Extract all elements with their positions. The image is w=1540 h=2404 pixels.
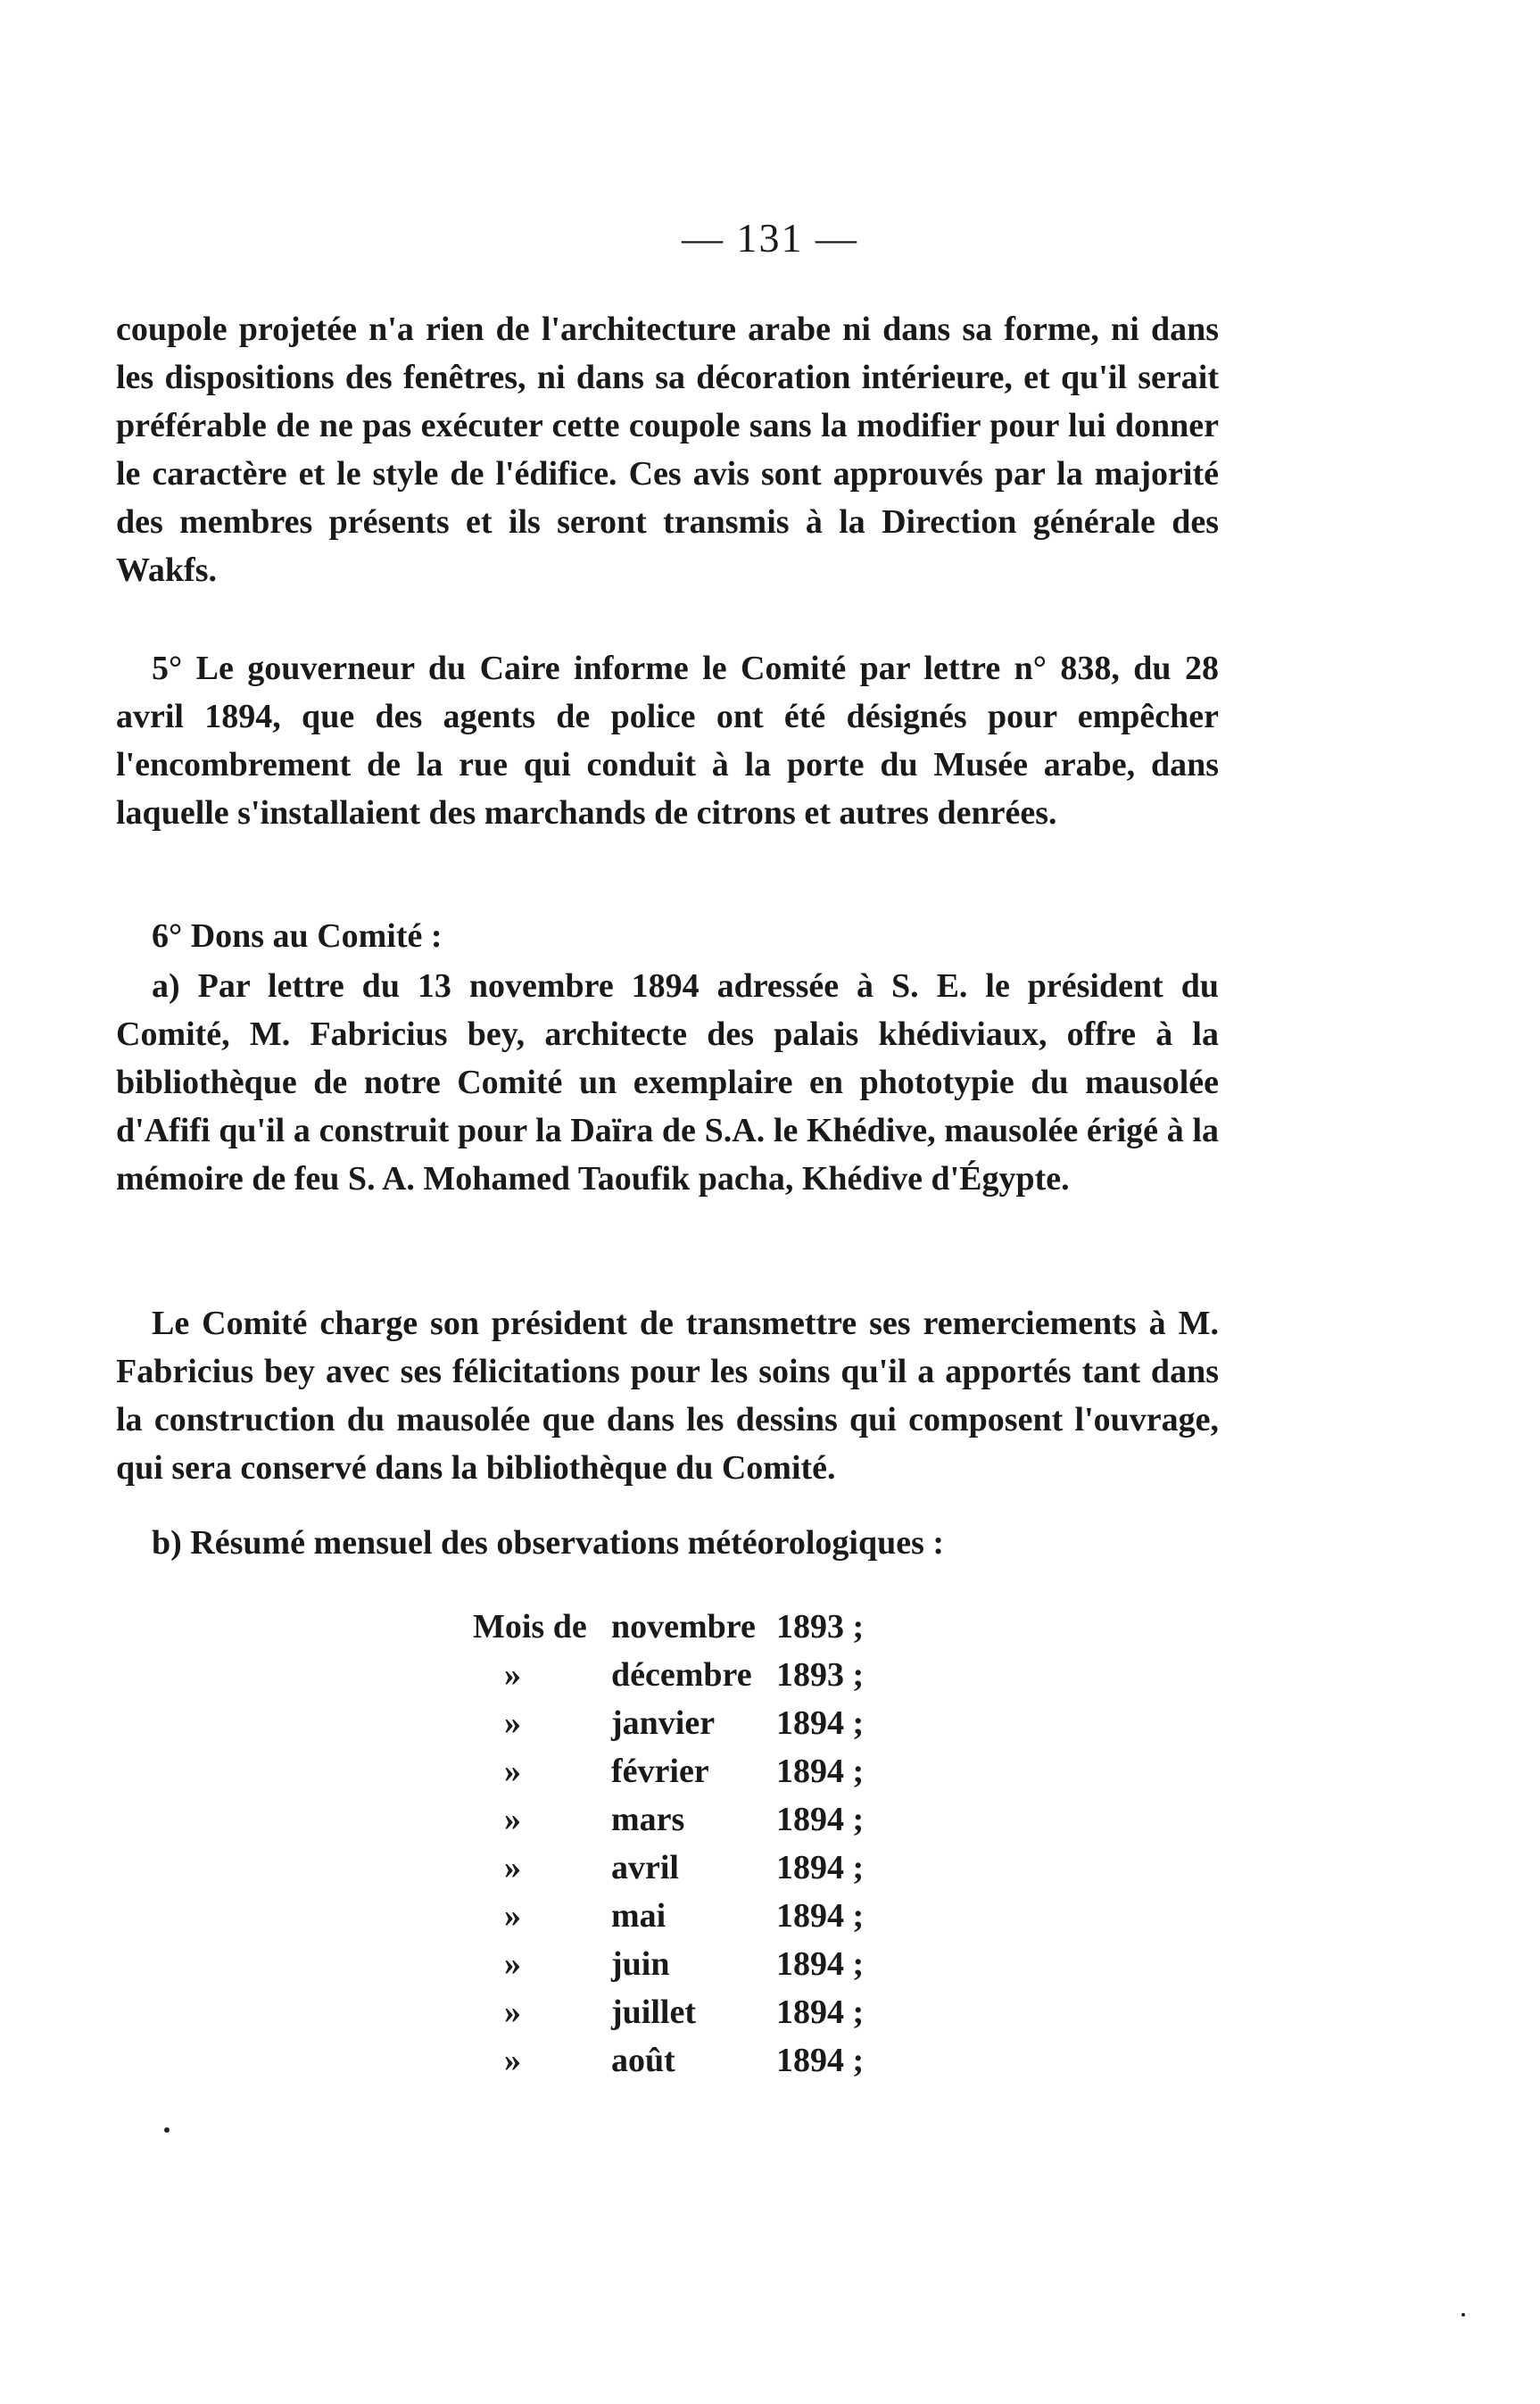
table-row xyxy=(473,1747,874,1795)
observation-year: 1894 ; xyxy=(776,1704,865,1742)
observation-month: mars xyxy=(611,1801,685,1838)
observation-month: juillet xyxy=(611,1994,696,2031)
observation-prefix: » xyxy=(504,1656,521,1694)
scan-speck xyxy=(1461,2313,1465,2317)
observation-year: 1894 ; xyxy=(776,1849,865,1886)
paragraph-item-6b xyxy=(116,1519,1219,1567)
observation-month: novembre xyxy=(611,1608,756,1645)
paragraph-thanks xyxy=(116,1299,1219,1492)
observation-year: 1894 ; xyxy=(776,1994,865,2031)
table-row xyxy=(473,1699,874,1747)
table-row xyxy=(473,1940,874,1988)
table-row xyxy=(473,1795,874,1844)
observation-prefix: » xyxy=(504,1704,521,1742)
item-6-heading-text: 6° Dons au Comité : xyxy=(152,917,443,955)
observation-month: août xyxy=(611,2042,675,2079)
table-row xyxy=(473,2036,874,2085)
paragraph-item-6a-text: a) Par lettre du 13 novembre 1894 adressée à S. E. le président du Comité, M. Fabricius bey, architecte des palais khédiviaux, offre à la bibliothèque de notre Comité un exemplaire en phototypie du mausolée d'Afifi qu'il a construit pour la Daïra de S.A. le Khédive, mausolée érigé à la mémoire de feu S. A. Mohamed Taoufik pacha, Khédive d'Égypte. xyxy=(116,967,1219,1198)
observation-year: 1894 ; xyxy=(776,1897,865,1935)
observation-prefix: » xyxy=(504,1849,521,1886)
observation-year: 1894 ; xyxy=(776,1753,865,1790)
paragraph-item-6a xyxy=(116,962,1219,1203)
table-row xyxy=(473,1844,874,1892)
paragraph-intro-text: coupole projetée n'a rien de l'architecture arabe ni dans sa forme, ni dans les dispositions des fenêtres, ni dans sa décoration intérieure, et qu'il serait préférable de ne pas exécuter cette coupole sans la modifier pour lui donner le caractère et le style de l'édifice. Ces avis sont approuvés par la majorité des membres présents et ils seront transmis à la Direction générale des Wakfs. xyxy=(116,311,1219,589)
observation-month: juin xyxy=(611,1945,670,1983)
observation-year: 1893 ; xyxy=(776,1608,865,1645)
observations-table xyxy=(473,1603,874,2085)
observation-prefix: » xyxy=(504,2042,521,2079)
table-row xyxy=(473,1988,874,2036)
observation-prefix: » xyxy=(504,1945,521,1983)
observation-year: 1893 ; xyxy=(776,1656,865,1694)
paragraph-intro xyxy=(116,305,1219,594)
observation-month: janvier xyxy=(611,1704,716,1742)
paragraph-item-5-text: 5° Le gouverneur du Caire informe le Comité par lettre n° 838, du 28 avril 1894, que des agents de police ont été désignés pour empêcher l'encombrement de la rue qui conduit à la porte du Musée arabe, dans laquelle s'installaient des marchands de citrons et autres denrées. xyxy=(116,650,1219,832)
observation-month: avril xyxy=(611,1849,679,1886)
observation-prefix: » xyxy=(504,1897,521,1935)
table-row xyxy=(473,1603,874,1651)
observation-month: décembre xyxy=(611,1656,752,1694)
table-row xyxy=(473,1892,874,1940)
observation-month: février xyxy=(611,1753,709,1790)
scan-speck xyxy=(164,2127,170,2133)
observation-prefix: » xyxy=(504,1801,521,1838)
observation-prefix: » xyxy=(504,1994,521,2031)
observation-month: mai xyxy=(611,1897,667,1935)
observation-year: 1894 ; xyxy=(776,2042,865,2079)
observation-prefix: Mois de xyxy=(473,1608,587,1645)
observation-prefix: » xyxy=(504,1753,521,1790)
paragraph-thanks-text: Le Comité charge son président de transmettre ses remerciements à M. Fabricius bey avec ses félicitations pour les soins qu'il a apportés tant dans la construction du mausolée que dans les dessins qui composent l'ouvrage, qui sera conservé dans la bibliothèque du Comité. xyxy=(116,1305,1219,1487)
page-number: — 131 — xyxy=(682,215,858,261)
paragraph-item-6-heading xyxy=(116,912,1219,960)
table-row xyxy=(473,1651,874,1699)
paragraph-item-5 xyxy=(116,644,1219,837)
observation-year: 1894 ; xyxy=(776,1801,865,1838)
paragraph-item-6b-text: b) Résumé mensuel des observations météorologiques : xyxy=(152,1524,945,1562)
observation-year: 1894 ; xyxy=(776,1945,865,1983)
